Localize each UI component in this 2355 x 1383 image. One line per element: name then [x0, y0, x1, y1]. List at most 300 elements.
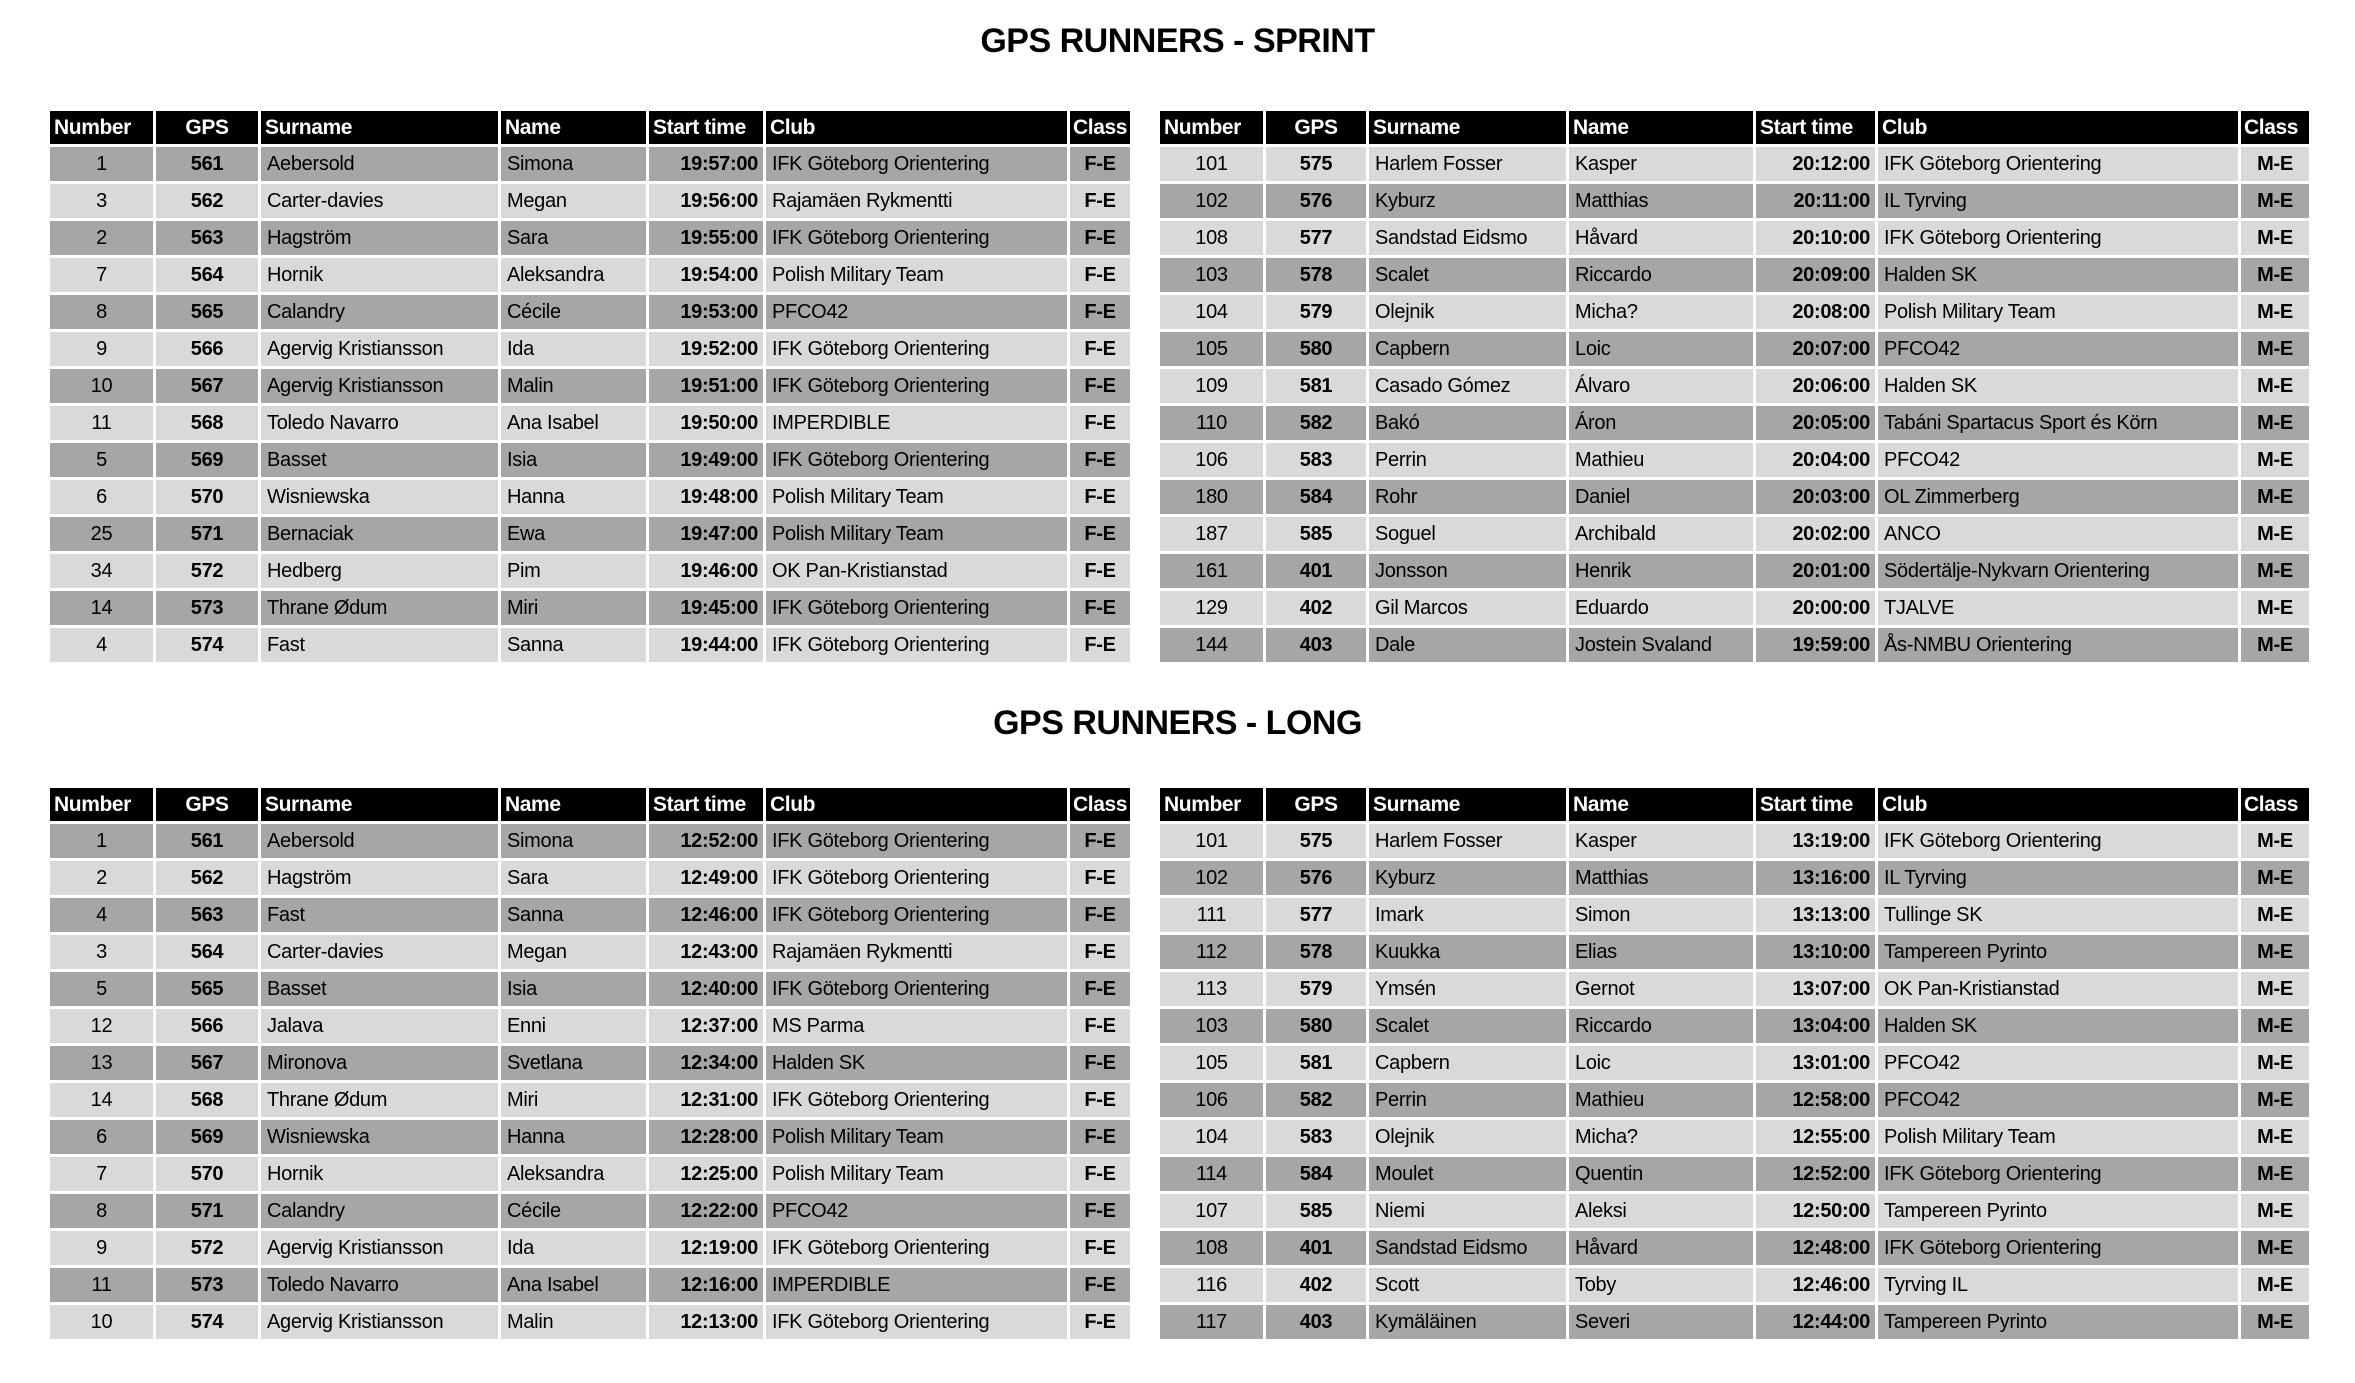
cell-surname: Wisniewska: [261, 1120, 498, 1154]
cell-surname: Basset: [261, 972, 498, 1006]
cell-surname: Agervig Kristiansson: [261, 1231, 498, 1265]
long-section-title: GPS RUNNERS - LONG: [993, 704, 1362, 742]
cell-name: Ana Isabel: [501, 406, 646, 440]
table-row: [50, 1305, 1130, 1339]
cell-class: F-E: [1070, 1305, 1130, 1339]
cell-class: F-E: [1070, 861, 1130, 895]
table-row: [1160, 861, 2309, 895]
cell-surname: Thrane Ødum: [261, 1083, 498, 1117]
cell-club: Polish Military Team: [766, 1120, 1067, 1154]
cell-class: F-E: [1070, 221, 1130, 255]
table-row: [50, 591, 1130, 625]
cell-club: Tampereen Pyrinto: [1878, 1305, 2238, 1339]
cell-club: OK Pan-Kristianstad: [766, 554, 1067, 588]
cell-number: 4: [50, 628, 153, 662]
cell-surname: Kyburz: [1369, 184, 1566, 218]
cell-gps: 563: [156, 898, 258, 932]
cell-name: Mathieu: [1569, 443, 1753, 477]
cell-name: Quentin: [1569, 1157, 1753, 1191]
cell-class: M-E: [2241, 517, 2309, 551]
cell-start-time: 12:58:00: [1756, 1083, 1875, 1117]
table-row: [1160, 1231, 2309, 1265]
column-header-name: Name: [501, 788, 646, 821]
column-header-class: Class: [1070, 111, 1130, 144]
cell-name: Sara: [501, 221, 646, 255]
cell-gps: 577: [1266, 898, 1366, 932]
cell-gps: 569: [156, 443, 258, 477]
cell-surname: Hornik: [261, 1157, 498, 1191]
cell-number: 10: [50, 1305, 153, 1339]
table-row: [50, 898, 1130, 932]
cell-club: IFK Göteborg Orientering: [1878, 1231, 2238, 1265]
cell-gps: 567: [156, 369, 258, 403]
cell-start-time: 12:52:00: [1756, 1157, 1875, 1191]
cell-club: MS Parma: [766, 1009, 1067, 1043]
cell-class: F-E: [1070, 258, 1130, 292]
cell-start-time: 12:40:00: [649, 972, 763, 1006]
table-row: [50, 443, 1130, 477]
cell-start-time: 19:49:00: [649, 443, 763, 477]
cell-start-time: 20:10:00: [1756, 221, 1875, 255]
cell-surname: Bernaciak: [261, 517, 498, 551]
column-header-class: Class: [1070, 788, 1130, 821]
cell-name: Loic: [1569, 332, 1753, 366]
cell-club: ANCO: [1878, 517, 2238, 551]
table-row: [50, 972, 1130, 1006]
cell-gps: 401: [1266, 554, 1366, 588]
column-header-gps: GPS: [156, 111, 258, 144]
cell-class: F-E: [1070, 972, 1130, 1006]
cell-start-time: 12:37:00: [649, 1009, 763, 1043]
cell-number: 103: [1160, 258, 1263, 292]
cell-start-time: 12:46:00: [1756, 1268, 1875, 1302]
column-header-surname: Surname: [1369, 111, 1566, 144]
cell-name: Megan: [501, 184, 646, 218]
table-row: [1160, 591, 2309, 625]
table-row: [50, 1009, 1130, 1043]
cell-class: F-E: [1070, 295, 1130, 329]
cell-surname: Calandry: [261, 1194, 498, 1228]
cell-start-time: 19:56:00: [649, 184, 763, 218]
cell-gps: 584: [1266, 1157, 1366, 1191]
cell-surname: Gil Marcos: [1369, 591, 1566, 625]
cell-surname: Aebersold: [261, 824, 498, 858]
cell-surname: Carter-davies: [261, 184, 498, 218]
cell-gps: 577: [1266, 221, 1366, 255]
column-header-gps: GPS: [156, 788, 258, 821]
cell-class: M-E: [2241, 1268, 2309, 1302]
cell-start-time: 13:07:00: [1756, 972, 1875, 1006]
column-header-gps: GPS: [1266, 788, 1366, 821]
cell-name: Isia: [501, 972, 646, 1006]
cell-gps: 565: [156, 295, 258, 329]
cell-class: F-E: [1070, 1194, 1130, 1228]
cell-name: Ida: [501, 1231, 646, 1265]
cell-class: M-E: [2241, 1157, 2309, 1191]
cell-class: F-E: [1070, 1268, 1130, 1302]
cell-name: Ana Isabel: [501, 1268, 646, 1302]
cell-start-time: 12:50:00: [1756, 1194, 1875, 1228]
cell-number: 117: [1160, 1305, 1263, 1339]
cell-gps: 570: [156, 1157, 258, 1191]
table-row: [50, 221, 1130, 255]
table-row: [1160, 1009, 2309, 1043]
cell-club: Halden SK: [1878, 1009, 2238, 1043]
cell-club: OL Zimmerberg: [1878, 480, 2238, 514]
cell-class: F-E: [1070, 1120, 1130, 1154]
cell-start-time: 20:08:00: [1756, 295, 1875, 329]
cell-club: IMPERDIBLE: [766, 406, 1067, 440]
table-row: [50, 369, 1130, 403]
cell-name: Hanna: [501, 1120, 646, 1154]
table-row: [1160, 1120, 2309, 1154]
cell-start-time: 12:46:00: [649, 898, 763, 932]
cell-start-time: 13:13:00: [1756, 898, 1875, 932]
cell-number: 105: [1160, 332, 1263, 366]
cell-name: Malin: [501, 369, 646, 403]
cell-club: PFCO42: [1878, 443, 2238, 477]
cell-gps: 579: [1266, 295, 1366, 329]
cell-name: Áron: [1569, 406, 1753, 440]
cell-number: 108: [1160, 221, 1263, 255]
cell-class: M-E: [2241, 1305, 2309, 1339]
cell-gps: 582: [1266, 406, 1366, 440]
table-row: [50, 332, 1130, 366]
cell-name: Gernot: [1569, 972, 1753, 1006]
cell-surname: Scalet: [1369, 258, 1566, 292]
cell-surname: Kymäläinen: [1369, 1305, 1566, 1339]
cell-number: 161: [1160, 554, 1263, 588]
column-header-name: Name: [1569, 111, 1753, 144]
cell-start-time: 19:50:00: [649, 406, 763, 440]
cell-start-time: 20:00:00: [1756, 591, 1875, 625]
cell-class: F-E: [1070, 591, 1130, 625]
cell-number: 9: [50, 332, 153, 366]
column-header-start-time: Start time: [1756, 111, 1875, 144]
table-row: [1160, 554, 2309, 588]
table-row: [50, 480, 1130, 514]
cell-start-time: 19:53:00: [649, 295, 763, 329]
cell-class: M-E: [2241, 628, 2309, 662]
cell-start-time: 19:45:00: [649, 591, 763, 625]
cell-surname: Jalava: [261, 1009, 498, 1043]
cell-number: 11: [50, 406, 153, 440]
cell-gps: 569: [156, 1120, 258, 1154]
cell-club: Tabáni Spartacus Sport és Körn: [1878, 406, 2238, 440]
cell-name: Micha?: [1569, 295, 1753, 329]
table-row: [50, 295, 1130, 329]
column-header-number: Number: [1160, 111, 1263, 144]
cell-start-time: 12:44:00: [1756, 1305, 1875, 1339]
table-row: [50, 1268, 1130, 1302]
cell-name: Simona: [501, 147, 646, 181]
cell-number: 5: [50, 443, 153, 477]
cell-start-time: 19:57:00: [649, 147, 763, 181]
cell-surname: Basset: [261, 443, 498, 477]
cell-surname: Fast: [261, 898, 498, 932]
header-row: [1160, 788, 2309, 821]
cell-class: F-E: [1070, 1231, 1130, 1265]
cell-club: IFK Göteborg Orientering: [1878, 221, 2238, 255]
cell-number: 106: [1160, 1083, 1263, 1117]
cell-club: Halden SK: [766, 1046, 1067, 1080]
cell-name: Archibald: [1569, 517, 1753, 551]
cell-club: PFCO42: [766, 1194, 1067, 1228]
header-row: [1160, 111, 2309, 144]
cell-gps: 580: [1266, 1009, 1366, 1043]
cell-name: Pim: [501, 554, 646, 588]
cell-class: F-E: [1070, 184, 1130, 218]
table-row: [50, 517, 1130, 551]
cell-gps: 566: [156, 332, 258, 366]
cell-name: Sanna: [501, 628, 646, 662]
cell-gps: 567: [156, 1046, 258, 1080]
cell-name: Jostein Svaland: [1569, 628, 1753, 662]
cell-club: Rajamäen Rykmentti: [766, 184, 1067, 218]
cell-gps: 576: [1266, 184, 1366, 218]
cell-club: IFK Göteborg Orientering: [766, 1083, 1067, 1117]
cell-gps: 575: [1266, 824, 1366, 858]
cell-name: Daniel: [1569, 480, 1753, 514]
cell-class: F-E: [1070, 1157, 1130, 1191]
cell-class: F-E: [1070, 147, 1130, 181]
cell-gps: 572: [156, 1231, 258, 1265]
cell-number: 106: [1160, 443, 1263, 477]
cell-number: 129: [1160, 591, 1263, 625]
cell-start-time: 12:31:00: [649, 1083, 763, 1117]
table-row: [50, 861, 1130, 895]
cell-surname: Hedberg: [261, 554, 498, 588]
table-row: [50, 1194, 1130, 1228]
cell-class: M-E: [2241, 1046, 2309, 1080]
cell-name: Enni: [501, 1009, 646, 1043]
column-header-number: Number: [50, 111, 153, 144]
table-row: [50, 824, 1130, 858]
cell-start-time: 20:02:00: [1756, 517, 1875, 551]
cell-number: 9: [50, 1231, 153, 1265]
cell-number: 34: [50, 554, 153, 588]
table-row: [50, 258, 1130, 292]
cell-name: Matthias: [1569, 184, 1753, 218]
cell-club: Tyrving IL: [1878, 1268, 2238, 1302]
cell-club: IFK Göteborg Orientering: [766, 628, 1067, 662]
cell-surname: Dale: [1369, 628, 1566, 662]
cell-club: PFCO42: [1878, 332, 2238, 366]
cell-club: Ås-NMBU Orientering: [1878, 628, 2238, 662]
cell-start-time: 19:59:00: [1756, 628, 1875, 662]
cell-club: IFK Göteborg Orientering: [766, 861, 1067, 895]
table-row: [1160, 184, 2309, 218]
cell-name: Eduardo: [1569, 591, 1753, 625]
cell-name: Matthias: [1569, 861, 1753, 895]
cell-class: M-E: [2241, 935, 2309, 969]
cell-gps: 581: [1266, 1046, 1366, 1080]
cell-surname: Perrin: [1369, 443, 1566, 477]
cell-class: M-E: [2241, 1083, 2309, 1117]
cell-start-time: 12:43:00: [649, 935, 763, 969]
cell-start-time: 20:12:00: [1756, 147, 1875, 181]
cell-start-time: 19:48:00: [649, 480, 763, 514]
cell-gps: 571: [156, 517, 258, 551]
cell-class: M-E: [2241, 1120, 2309, 1154]
cell-number: 14: [50, 591, 153, 625]
cell-gps: 579: [1266, 972, 1366, 1006]
cell-surname: Ymsén: [1369, 972, 1566, 1006]
cell-surname: Jonsson: [1369, 554, 1566, 588]
cell-start-time: 12:22:00: [649, 1194, 763, 1228]
cell-class: M-E: [2241, 258, 2309, 292]
column-header-club: Club: [1878, 111, 2238, 144]
table-row: [1160, 406, 2309, 440]
cell-start-time: 12:34:00: [649, 1046, 763, 1080]
cell-surname: Niemi: [1369, 1194, 1566, 1228]
cell-start-time: 19:54:00: [649, 258, 763, 292]
cell-club: Tullinge SK: [1878, 898, 2238, 932]
cell-class: F-E: [1070, 406, 1130, 440]
cell-name: Loic: [1569, 1046, 1753, 1080]
cell-start-time: 19:47:00: [649, 517, 763, 551]
table-row: [1160, 898, 2309, 932]
cell-surname: Harlem Fosser: [1369, 824, 1566, 858]
cell-name: Sanna: [501, 898, 646, 932]
cell-club: Tampereen Pyrinto: [1878, 935, 2238, 969]
cell-start-time: 20:06:00: [1756, 369, 1875, 403]
cell-club: Polish Military Team: [766, 480, 1067, 514]
cell-gps: 584: [1266, 480, 1366, 514]
cell-gps: 561: [156, 147, 258, 181]
column-header-class: Class: [2241, 111, 2309, 144]
column-header-start-time: Start time: [649, 111, 763, 144]
cell-name: Aleksandra: [501, 258, 646, 292]
cell-class: F-E: [1070, 1083, 1130, 1117]
cell-club: IMPERDIBLE: [766, 1268, 1067, 1302]
cell-gps: 561: [156, 824, 258, 858]
cell-number: 8: [50, 1194, 153, 1228]
cell-start-time: 12:19:00: [649, 1231, 763, 1265]
cell-name: Cécile: [501, 295, 646, 329]
cell-gps: 401: [1266, 1231, 1366, 1265]
cell-club: IFK Göteborg Orientering: [766, 972, 1067, 1006]
cell-number: 11: [50, 1268, 153, 1302]
cell-start-time: 20:11:00: [1756, 184, 1875, 218]
cell-surname: Olejnik: [1369, 295, 1566, 329]
cell-number: 112: [1160, 935, 1263, 969]
cell-surname: Scott: [1369, 1268, 1566, 1302]
cell-gps: 574: [156, 628, 258, 662]
cell-club: Halden SK: [1878, 258, 2238, 292]
cell-number: 113: [1160, 972, 1263, 1006]
cell-name: Toby: [1569, 1268, 1753, 1302]
cell-start-time: 20:09:00: [1756, 258, 1875, 292]
cell-name: Miri: [501, 1083, 646, 1117]
cell-surname: Hornik: [261, 258, 498, 292]
cell-club: IL Tyrving: [1878, 861, 2238, 895]
cell-number: 116: [1160, 1268, 1263, 1302]
header-row: [50, 111, 1130, 144]
cell-club: Södertälje-Nykvarn Orientering: [1878, 554, 2238, 588]
cell-gps: 582: [1266, 1083, 1366, 1117]
column-header-number: Number: [50, 788, 153, 821]
cell-surname: Agervig Kristiansson: [261, 1305, 498, 1339]
cell-gps: 563: [156, 221, 258, 255]
cell-name: Kasper: [1569, 824, 1753, 858]
table-row: [1160, 258, 2309, 292]
table-row: [1160, 369, 2309, 403]
cell-club: PFCO42: [1878, 1046, 2238, 1080]
column-header-start-time: Start time: [649, 788, 763, 821]
cell-gps: 575: [1266, 147, 1366, 181]
cell-class: M-E: [2241, 554, 2309, 588]
cell-start-time: 12:52:00: [649, 824, 763, 858]
cell-club: IFK Göteborg Orientering: [1878, 1157, 2238, 1191]
cell-class: M-E: [2241, 972, 2309, 1006]
cell-surname: Carter-davies: [261, 935, 498, 969]
cell-gps: 562: [156, 184, 258, 218]
cell-class: F-E: [1070, 443, 1130, 477]
cell-gps: 572: [156, 554, 258, 588]
cell-name: Isia: [501, 443, 646, 477]
cell-gps: 565: [156, 972, 258, 1006]
cell-name: Miri: [501, 591, 646, 625]
cell-number: 7: [50, 258, 153, 292]
cell-start-time: 19:44:00: [649, 628, 763, 662]
cell-surname: Wisniewska: [261, 480, 498, 514]
cell-club: IFK Göteborg Orientering: [766, 591, 1067, 625]
cell-surname: Toledo Navarro: [261, 1268, 498, 1302]
cell-number: 101: [1160, 824, 1263, 858]
table-row: [50, 406, 1130, 440]
cell-club: IFK Göteborg Orientering: [1878, 147, 2238, 181]
cell-start-time: 13:04:00: [1756, 1009, 1875, 1043]
cell-class: F-E: [1070, 1046, 1130, 1080]
cell-number: 1: [50, 824, 153, 858]
cell-club: IFK Göteborg Orientering: [766, 369, 1067, 403]
cell-class: M-E: [2241, 591, 2309, 625]
cell-number: 12: [50, 1009, 153, 1043]
table-row: [50, 184, 1130, 218]
cell-class: M-E: [2241, 406, 2309, 440]
cell-club: Polish Military Team: [1878, 295, 2238, 329]
cell-gps: 573: [156, 591, 258, 625]
cell-club: Halden SK: [1878, 369, 2238, 403]
cell-gps: 580: [1266, 332, 1366, 366]
cell-surname: Thrane Ødum: [261, 591, 498, 625]
table-row: [50, 1046, 1130, 1080]
cell-class: M-E: [2241, 295, 2309, 329]
column-header-surname: Surname: [261, 788, 498, 821]
cell-name: Hanna: [501, 480, 646, 514]
cell-surname: Hagström: [261, 861, 498, 895]
sprint-men-table: [1157, 108, 2312, 665]
cell-gps: 578: [1266, 935, 1366, 969]
cell-name: Ewa: [501, 517, 646, 551]
column-header-number: Number: [1160, 788, 1263, 821]
cell-class: M-E: [2241, 1194, 2309, 1228]
cell-surname: Fast: [261, 628, 498, 662]
table-row: [1160, 443, 2309, 477]
cell-class: M-E: [2241, 369, 2309, 403]
cell-start-time: 12:13:00: [649, 1305, 763, 1339]
cell-surname: Aebersold: [261, 147, 498, 181]
cell-club: IFK Göteborg Orientering: [766, 147, 1067, 181]
column-header-class: Class: [2241, 788, 2309, 821]
cell-class: F-E: [1070, 935, 1130, 969]
cell-name: Cécile: [501, 1194, 646, 1228]
table-row: [1160, 221, 2309, 255]
cell-gps: 562: [156, 861, 258, 895]
cell-surname: Soguel: [1369, 517, 1566, 551]
cell-number: 108: [1160, 1231, 1263, 1265]
